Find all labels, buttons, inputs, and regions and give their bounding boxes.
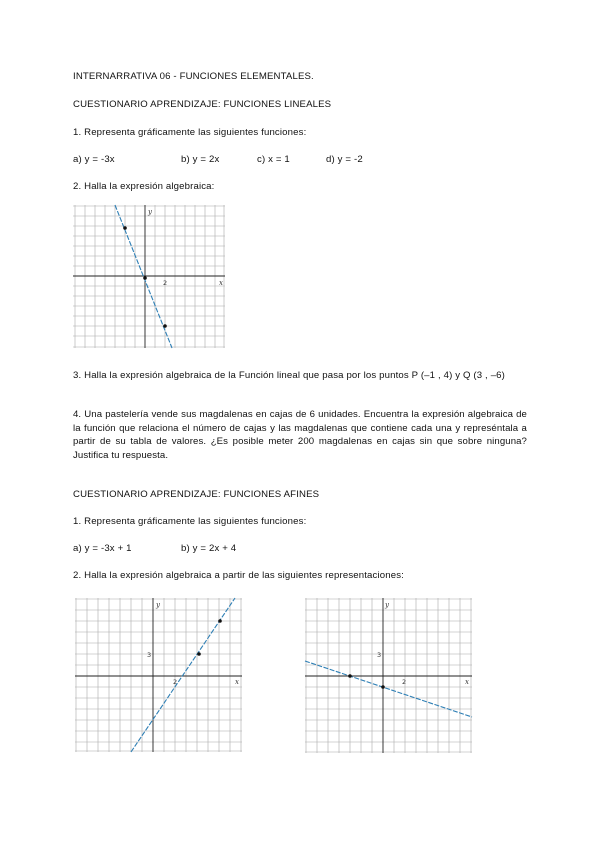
x-tick-label: 2: [402, 678, 407, 686]
function-line: [305, 661, 472, 717]
option-d-linear: d) y = -2: [326, 154, 363, 165]
question-3-linear: 3. Halla la expresión algebraica de la Función lineal que pasa por los puntos P (–1 , 4) y Q (3 , –6): [73, 370, 506, 381]
x-axis-label: x: [219, 279, 223, 287]
x-axis-label: x: [465, 678, 469, 686]
x-tick-label: 2: [163, 279, 168, 287]
point-marker: [143, 276, 147, 280]
point-marker: [163, 324, 167, 328]
option-b-linear: b) y = 2x: [181, 154, 220, 165]
question-2-affine: 2. Halla la expresión algebraica a partir de las siguientes representaciones:: [73, 570, 404, 581]
document-header: INTERNARRATIVA 06 - FUNCIONES ELEMENTALES.: [73, 71, 314, 82]
x-axis-label: x: [235, 678, 239, 686]
question-1-linear: 1. Representa gráficamente las siguientes funciones:: [73, 127, 307, 138]
grid-lines: [73, 205, 225, 348]
point-marker: [218, 619, 222, 623]
graph-affine-function-1: [75, 598, 242, 752]
point-marker: [123, 226, 127, 230]
y-tick-label: 3: [147, 651, 152, 659]
y-tick-label: 3: [377, 651, 382, 659]
grid-lines: [75, 598, 242, 752]
question-1-affine: 1. Representa gráficamente las siguientes funciones:: [73, 516, 307, 527]
section-title-linear: CUESTIONARIO APRENDIZAJE: FUNCIONES LINEALES: [73, 99, 332, 110]
y-axis-label: y: [385, 601, 389, 609]
point-marker: [197, 652, 201, 656]
y-axis-label: y: [148, 208, 152, 216]
y-axis-label: y: [156, 601, 160, 609]
section-title-affine: CUESTIONARIO APRENDIZAJE: FUNCIONES AFINES: [73, 489, 320, 500]
graph-affine-function-2: [305, 598, 472, 753]
option-a-linear: a) y = -3x: [73, 154, 115, 165]
point-marker: [381, 685, 385, 689]
option-c-linear: c) x = 1: [257, 154, 290, 165]
question-2-linear: 2. Halla la expresión algebraica:: [73, 181, 215, 192]
grid-lines: [305, 598, 472, 753]
option-b-affine: b) y = 2x + 4: [181, 543, 237, 554]
point-marker: [348, 674, 352, 678]
graph-linear-function: [73, 205, 225, 348]
option-a-affine: a) y = -3x + 1: [73, 543, 132, 554]
x-tick-label: 2: [173, 678, 178, 686]
question-4-linear: 4. Una pastelería vende sus magdalenas en cajas de 6 unidades. Encuentra la expresión algebraica de la función que relaciona el número de cajas y las magdalenas que contiene cada una y represéntala a partir de su tabla de valores. ¿Es posible meter 200 magdalenas en cajas sin que sobre ninguna? Justifica tu respuesta.: [73, 409, 527, 462]
